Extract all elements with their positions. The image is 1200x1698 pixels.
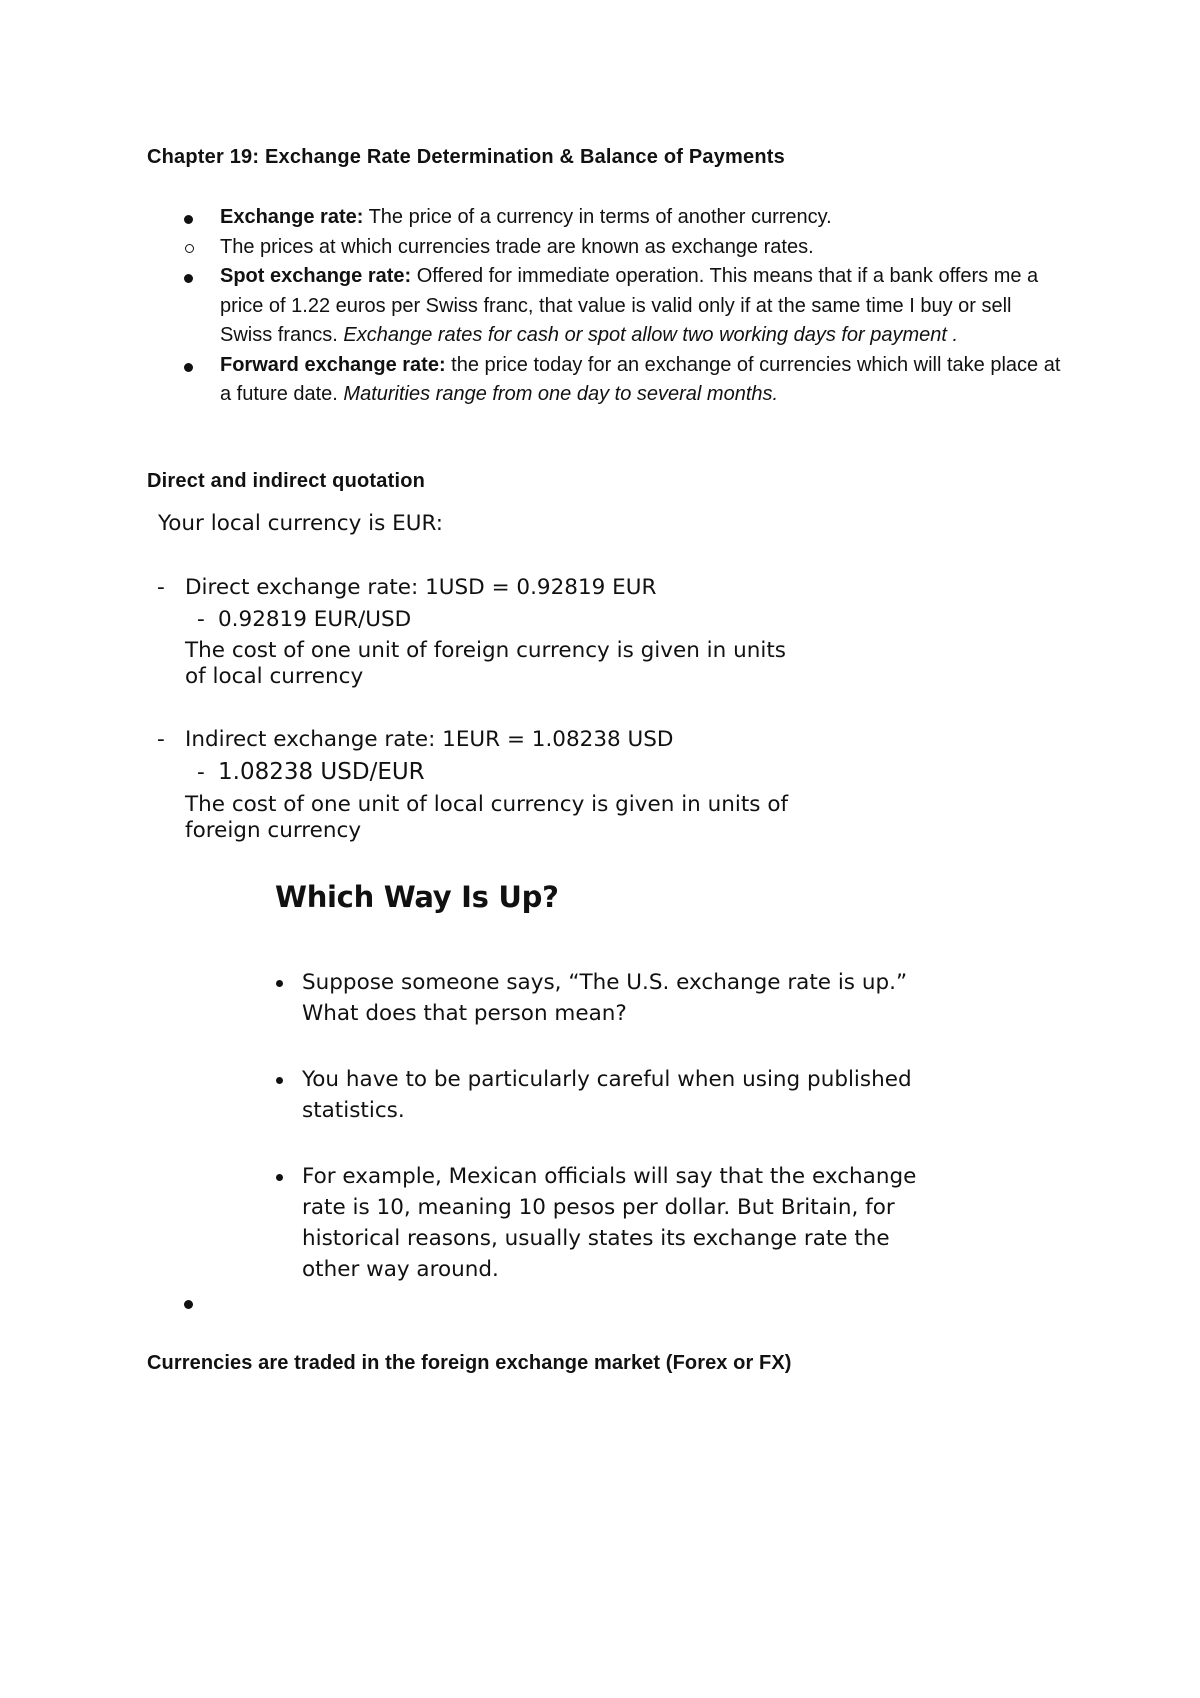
dash-bullet: - bbox=[197, 607, 205, 632]
sub-item-text: The prices at which currencies trade are known as exchange rates. bbox=[220, 235, 814, 258]
section-heading-quotation: Direct and indirect quotation bbox=[147, 470, 426, 492]
definition-forward: the price today for an exchange of currencies which will take place at a future date. bbox=[220, 353, 1061, 405]
bullet-icon bbox=[276, 1077, 283, 1084]
bullet-icon bbox=[184, 215, 193, 224]
circle-bullet-icon bbox=[185, 244, 194, 253]
indirect-rate-sub: 1.08238 USD/EUR bbox=[218, 759, 425, 785]
slide-list-item bbox=[272, 1161, 952, 1285]
direct-rate-desc-2: of local currency bbox=[185, 664, 364, 689]
dash-bullet: - bbox=[157, 727, 165, 752]
slide-item-text: Suppose someone says, “The U.S. exchange rate is up.” What does that person mean? bbox=[302, 970, 908, 1026]
list-item-forward bbox=[147, 351, 1067, 410]
slide-bullet-list bbox=[272, 967, 952, 1320]
bullet-icon bbox=[276, 980, 283, 987]
page-title: Chapter 19: Exchange Rate Determination & Balance of Payments bbox=[147, 146, 785, 168]
slide-title: Which Way Is Up? bbox=[275, 880, 559, 914]
slide-list-item bbox=[272, 967, 952, 1029]
sub-list-item bbox=[74, 233, 1067, 263]
list-item-exchange-rate bbox=[147, 203, 1067, 233]
dash-bullet: - bbox=[157, 575, 165, 600]
definition-spot: Offered for immediate operation. This means that if a bank offers me a price of 1.22 euros per Swiss franc, that value is valid only if at the same time I buy or sell Swiss francs. bbox=[220, 265, 1039, 346]
empty-bullet-icon bbox=[184, 1300, 193, 1309]
definition-spot-italic: Exchange rates for cash or spot allow two working days for payment . bbox=[343, 324, 959, 346]
term-exchange-rate: Exchange rate: bbox=[220, 206, 364, 228]
definitions-list bbox=[147, 203, 1067, 410]
direct-rate-sub: 0.92819 EUR/USD bbox=[218, 607, 412, 632]
indirect-rate-label: Indirect exchange rate: 1EUR = 1.08238 USD bbox=[185, 727, 674, 752]
bullet-icon bbox=[184, 274, 193, 283]
term-spot: Spot exchange rate: bbox=[220, 265, 412, 287]
indirect-rate-desc-1: The cost of one unit of local currency is given in units of bbox=[185, 792, 789, 817]
slide-item-text: You have to be particularly careful when using published statistics. bbox=[302, 1067, 912, 1123]
quotation-intro: Your local currency is EUR: bbox=[158, 511, 444, 536]
direct-rate-label: Direct exchange rate: 1USD = 0.92819 EUR bbox=[185, 575, 657, 600]
definition-exchange-rate: The price of a currency in terms of another currency. bbox=[363, 206, 832, 228]
list-item-spot bbox=[147, 262, 1067, 351]
term-forward: Forward exchange rate: bbox=[220, 353, 446, 376]
bullet-icon bbox=[184, 363, 193, 372]
slide-item-text: For example, Mexican officials will say that the exchange rate is 10, meaning 10 pesos per dollar. But Britain, for historical reasons, usually states its exchange rate the other way around. bbox=[302, 1164, 917, 1282]
indirect-rate-desc-2: foreign currency bbox=[185, 818, 362, 843]
slide-list-item bbox=[272, 1064, 952, 1126]
definition-forward-italic: Maturities range from one day to several months. bbox=[343, 383, 779, 405]
dash-bullet: - bbox=[197, 760, 205, 785]
bullet-icon bbox=[276, 1174, 283, 1181]
direct-rate-desc-1: The cost of one unit of foreign currency is given in units bbox=[185, 638, 786, 663]
section-heading-forex: Currencies are traded in the foreign exchange market (Forex or FX) bbox=[147, 1352, 792, 1374]
